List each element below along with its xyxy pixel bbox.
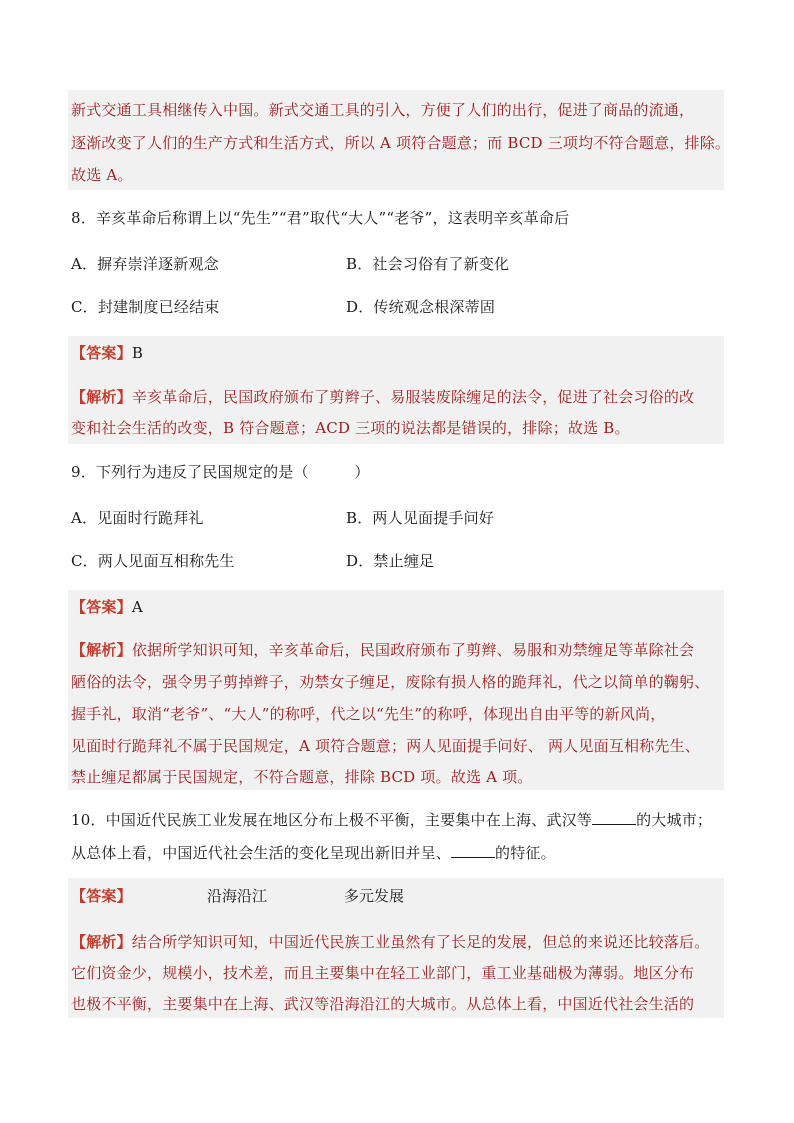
q9-analysis-line-1 <box>71 640 694 660</box>
analysis-tag: 【解析】 <box>71 388 132 406</box>
q8-analysis-text: 辛亥革命后，民国政府颁布了剪辫子、易服装废除缠足的法令，促进了社会习俗的改 <box>131 388 695 406</box>
q10-stem-text: 的大城市； <box>636 811 713 829</box>
question-8-stem: 8．辛亥革命后称谓上以“先生”“君”取代“大人”“老爷”，这表明辛亥革命后 <box>71 209 570 227</box>
q8-option-b: B．社会习俗有了新变化 <box>346 255 510 273</box>
q8-option-a: A．摒弃崇洋逐新观念 <box>71 255 219 273</box>
q9-analysis-line-2: 陋俗的法令，强令男子剪掉辫子，劝禁女子缠足，废除有损人格的跪拜礼，代之以简单的鞠躬、 <box>71 673 710 691</box>
answer-tag: 【答案】 <box>71 887 132 905</box>
q9-analysis-text: 依据所学知识可知，辛亥革命后，民国政府颁布了剪辫、易服和劝禁缠足等革除社会 <box>131 641 695 659</box>
q10-answer-value-1: 沿海沿江 <box>207 887 268 905</box>
analysis-text-line: 逐渐改变了人们的生产方式和生活方式，所以 A 项符合题意；而 BCD 三项均不符合题意，排除。 <box>71 134 731 152</box>
q9-analysis-line-3: 握手礼，取消“老爷”、“大人”的称呼，代之以“先生”的称呼，体现出自由平等的新风尚， <box>71 705 666 723</box>
q10-analysis-line-3: 也极不平衡，主要集中在上海、武汉等沿海沿江的大城市。从总体上看，中国近代社会生活的 <box>71 995 695 1013</box>
q8-answer <box>71 343 143 363</box>
q9-analysis-line-5: 禁止缠足都属于民国规定，不符合题意，排除 BCD 项。故选 A 项。 <box>71 768 533 786</box>
q10-analysis-text: 结合所学知识可知，中国近代民族工业虽然有了长足的发展，但总的来说还比较落后。 <box>131 933 710 951</box>
q8-option-d: D．传统观念根深蒂固 <box>346 298 496 316</box>
q10-analysis-line-2: 它们资金少，规模小，技术差，而且主要集中在轻工业部门，重工业基础极为薄弱。地区分布 <box>71 964 695 982</box>
q9-option-d: D．禁止缠足 <box>346 552 435 570</box>
fill-blank-1[interactable] <box>592 810 636 825</box>
question-10-stem-line-2 <box>71 843 556 863</box>
fill-blank-2[interactable] <box>451 843 495 858</box>
q8-option-c: C．封建制度已经结束 <box>71 298 220 316</box>
answer-tag: 【答案】 <box>71 598 132 616</box>
q10-stem-text: 10．中国近代民族工业发展在地区分布上极不平衡，主要集中在上海、武汉等 <box>71 811 593 829</box>
q8-analysis-line-1 <box>71 387 694 407</box>
q9-option-b: B．两人见面提手问好 <box>346 509 495 527</box>
q10-stem-text: 的特征。 <box>495 844 556 862</box>
q9-option-c: C．两人见面互相称先生 <box>71 552 235 570</box>
question-9-stem: 9．下列行为违反了民国规定的是（ ） <box>71 463 370 481</box>
q10-answer-value-2: 多元发展 <box>344 887 405 905</box>
analysis-text-line: 故选 A。 <box>71 166 133 184</box>
q10-stem-text: 从总体上看，中国近代社会生活的变化呈现出新旧并呈、 <box>71 844 452 862</box>
q8-analysis-line-2: 变和社会生活的改变，B 符合题意；ACD 三项的说法都是错误的，排除；故选 B。 <box>71 419 630 437</box>
q10-answer <box>71 886 132 906</box>
q9-analysis-line-4: 见面时行跪拜礼不属于民国规定，A 项符合题意；两人见面提手问好、 两人见面互相称先生、 <box>71 737 700 755</box>
analysis-text-line: 新式交通工具相继传入中国。新式交通工具的引入，方便了人们的出行，促进了商品的流通， <box>71 101 695 119</box>
analysis-tag: 【解析】 <box>71 933 132 951</box>
q8-answer-value: B <box>131 344 144 362</box>
answer-tag: 【答案】 <box>71 344 132 362</box>
q9-option-a: A．见面时行跪拜礼 <box>71 509 204 527</box>
q9-answer-value: A <box>131 598 143 616</box>
q9-answer <box>71 597 143 617</box>
question-10-stem-line-1 <box>71 810 712 830</box>
q10-analysis-line-1 <box>71 932 709 952</box>
analysis-tag: 【解析】 <box>71 641 132 659</box>
